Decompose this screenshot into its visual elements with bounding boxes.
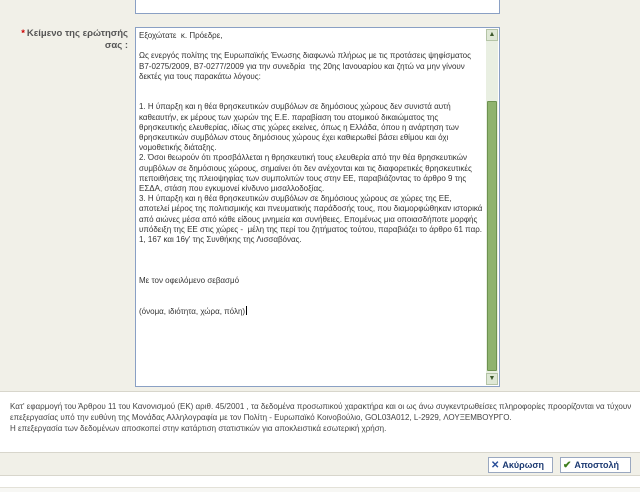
question-label-text: Κείμενο της ερώτησής σας : bbox=[26, 28, 128, 51]
question-textarea-content[interactable]: Εξοχώτατε κ. Πρόεδρε, Ως ενεργός πολίτης της Ευρωπαϊκής Ένωσης διαφωνώ πλήρως με τις προτάσεις ψηφίσματος Β7-0275/2009, Β7-0277/2009 για την συνεδρία της 20ης Ιανουαρίου και ζητώ να μην γίνουν δεκτές για τους παρακάτω λόγους: 1. Η ύπαρξη και η θέα θρησκευτικών συμβόλων σε δημόσιους χώρους δεν συνιστά αυτή καθεαυτήν, εκ μέρους των χωρών της Ε.Ε. παραβίαση του ατομικού δικαιώματος της θρησκευτικής ελευθερίας, ιδίως στις χώρες εκείνες, όπως η Ελλάδα, όπου η ανάρτηση των θρησκευτικών συμβόλων στους δημόσιους χώρους έχει καθιερωθεί βάσει εθίμου και όχι νομοθετικής διάταξης. 2. Όσοι θεωρούν ότι προσβάλλεται η θρησκευτική τους ελευθερία από την θέα θρησκευτικών συμβόλων σε δημόσιους χώρους, σημαίνει ότι δεν ανέχονται και τις διαφορετικές θρησκευτικές πεποιθήσεις της πλειοψηφίας των συμπολιτών τους στην ΕΕ, παραβιάζοντας το άρθρο 9 της ΕΣΔΑ, στάση που εγκυμονεί κίνδυνο μισαλλοδοξίας. 3. Η ύπαρξη και η θέα θρησκευτικών συμβόλων σε δημόσιους χώρους σε χώρες της ΕΕ, αποτελεί μέρος της πολιτισμικής και πνευματικής παράδοσής τους, που διαμορφώθηκαν ιστορικά από αιώνες μέσα από κάθε είδους μνημεία και συνήθειες. Επομένως μια οποιασδήποτε μορφής υπόδειξη της ΕΕ στις χώρες - μέλη της περί του ζητήματος τούτου, παραβιάζει το άρθρο 61 παρ. 1, 167 και 16γ' της Συνθήκης της Λισσαβόνας. Με τον οφειλόμενο σεβασμό (όνομα, ιδιότητα, χώρα, πόλη) bbox=[139, 31, 483, 317]
privacy-notice-line-2: Η επεξεργασία των δεδομένων αποσκοπεί στην κατάρτιση στατιστικών για αποκλειστικά εσωτερική χρήση. bbox=[10, 424, 387, 433]
text-cursor bbox=[246, 306, 247, 315]
scrollbar-thumb[interactable] bbox=[487, 101, 497, 371]
form-button-bar bbox=[0, 452, 640, 476]
submit-button[interactable] bbox=[560, 457, 631, 473]
privacy-notice bbox=[10, 401, 634, 434]
previous-field-textarea[interactable] bbox=[135, 0, 500, 14]
checkmark-icon: ✔ bbox=[563, 459, 572, 471]
close-icon: ✕ bbox=[491, 459, 500, 471]
required-mark: * bbox=[21, 28, 25, 39]
cancel-button-label: Ακύρωση bbox=[502, 460, 544, 470]
page-footer-strip bbox=[0, 487, 640, 492]
question-text-label bbox=[4, 28, 128, 52]
question-textarea[interactable] bbox=[135, 27, 500, 387]
textarea-scrollbar[interactable] bbox=[486, 29, 498, 385]
privacy-notice-line-1: Κατ' εφαρμογή του Άρθρου 11 του Κανονισμού (ΕΚ) αριθ. 45/2001 , τα δεδομένα προσωπικού χαρακτήρα και οι ως άνω συγκεντρωθείσες πληροφορίες προορίζονται να τύχουν επεξεργασίας υπό την ευθύνη της Μονάδας Αλληλογραφία με τον Πολίτη - Ευρωπαϊκό Κοινοβούλιο, GOL03A012, L-2929, ΛΟΥΞΕΜΒΟΥΡΓΟ. bbox=[10, 402, 632, 422]
submit-button-label: Αποστολή bbox=[574, 460, 619, 470]
arrow-up-icon[interactable]: ▲ bbox=[486, 29, 498, 41]
arrow-down-icon[interactable]: ▼ bbox=[486, 373, 498, 385]
cancel-button[interactable] bbox=[488, 457, 553, 473]
